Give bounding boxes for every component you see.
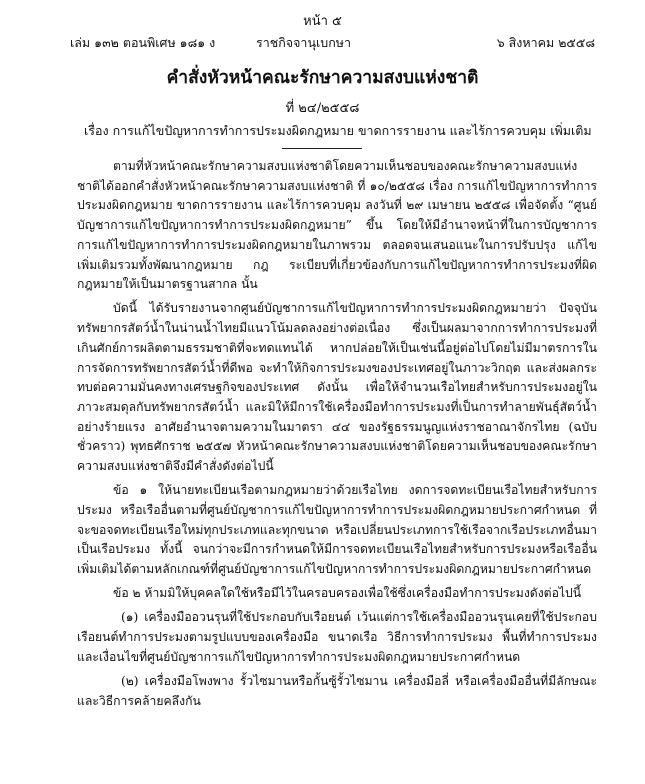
gazette-name: ราชกิจจานุเบกษา (256, 35, 352, 50)
paragraph-reasoning: บัดนี้ ได้รับรายงานจากศูนย์บัญชาการแก้ไขปัญหาการทำการประมงผิดกฎหมายว่า ปัจจุบันทรัพยากรสัตว์น้ำในน่านน้ำไทยมีแนวโน้มลดลงอย่างต่อเนื่อง ซึ่งเป็นผลมาจากการทำการประมงที่เกินศักย์การผลิตตามธรรมชาติที่จะทดแทนได้ หากปล่อยให้เป็นเช่นนี้อยู่ต่อไปโดยไม่มีมาตรการในการจัดการทรัพยากรสัตว์น้ำที่ดีพอ จะทำให้กิจการประมงของประเทศอยู่ในภาวะวิกฤต และส่งผลกระทบต่อความมั่นคงทางเศรษฐกิจของประเทศ ดังนั้น เพื่อให้จำนวนเรือไทยสำหรับการประมงอยู่ในภาวะสมดุลกับทรัพยากรสัตว์น้ำ และมิให้มีการใช้เครื่องมือทำการประมงที่เป็นการทำลายพันธุ์สัตว์น้ำอย่างร้ายแรง อาศัยอำนาจตามความในมาตรา ๔๔ ของรัฐธรรมนูญแห่งราชอาณาจักรไทย (ฉบับชั่วคราว) พุทธศักราช ๒๕๕๗ หัวหน้าคณะรักษาความสงบแห่งชาติโดยความเห็นชอบของคณะรักษาความสงบแห่งชาติจึงมีคำสั่งดังต่อไปนี้ (77, 301, 597, 474)
order-title: คำสั่งหัวหน้าคณะรักษาความสงบแห่งชาติ (166, 68, 479, 88)
page-number: หน้า ๕ (303, 14, 342, 29)
paragraph-preamble: ตามที่หัวหน้าคณะรักษาความสงบแห่งชาติโดยความเห็นชอบของคณะรักษาความสงบแห่งชาติได้ออกคำสั่งหัวหน้าคณะรักษาความสงบแห่งชาติ ที่ ๑๐/๒๕๕๘ เรื่อง การแก้ไขปัญหาการทำการประมงผิดกฎหมาย ขาดการรายงาน และไร้การควบคุม ลงวันที่ ๒๙ เมษายน ๒๕๕๘ เพื่อจัดตั้ง “ศูนย์บัญชาการแก้ไขปัญหาการทำการประมงผิดกฎหมาย” ขึ้น โดยให้มีอำนาจหน้าที่ในการบัญชาการการแก้ไขปัญหาการทำการประมงผิดกฎหมายในภาพรวม ตลอดจนเสนอแนะในการปรับปรุง แก้ไขเพิ่มเติมรวมทั้งพัฒนากฎหมาย กฎ ระเบียบที่เกี่ยวข้องกับการแก้ไขปัญหาการทำการประมงที่ผิดกฎหมายให้เป็นมาตรฐานสากล นั้น (77, 159, 597, 292)
volume-info: เล่ม ๑๓๒ ตอนพิเศษ ๑๘๑ ง (70, 35, 216, 50)
clause-2-item-1: (๑) เครื่องมืออวนรุนที่ใช้ประกอบกับเรือยนต์ เว้นแต่การใช้เครื่องมืออวนรุนเคยที่ใช้ประกอบเรือยนต์ทำการประมงตามรูปแบบของเครื่องมือ ขนาดเรือ วิธีการทำการประมง พื้นที่ทำการประมงและเงื่อนไขที่ศูนย์บัญชาการแก้ไขปัญหาการทำการประมงผิดกฎหมายประกาศกำหนด (77, 610, 597, 664)
order-subject: เรื่อง การแก้ไขปัญหาการทำการประมงผิดกฎหมาย ขาดการรายงาน และไร้การควบคุม เพิ่มเติม (84, 123, 592, 138)
divider (282, 148, 362, 149)
clause-2: ข้อ ๒ ห้ามมิให้บุคคลใดใช้หรือมีไว้ในครอบครองเพื่อใช้ซึ่งเครื่องมือทำการประมงดังต่อไปนี้ (113, 586, 582, 601)
clause-2-item-2: (๒) เครื่องมือโพงพาง รั้วไซมานหรือกั้นซู้รั้วไซมาน เครื่องมือลี่ หรือเครื่องมืออื่นที่มีลักษณะและวิธีการคล้ายคลึงกัน (77, 674, 597, 708)
order-number: ที่ ๒๔/๒๕๕๘ (285, 101, 360, 116)
clause-1: ข้อ ๑ ให้นายทะเบียนเรือตามกฎหมายว่าด้วยเรือไทย งดการจดทะเบียนเรือไทยสำหรับการประมง หรือเรืออื่นตามที่ศูนย์บัญชาการแก้ไขปัญหาการทำการประมงผิดกฎหมายประกาศกำหนด ที่จะขอจดทะเบียนเรือใหม่ทุกประเภทและทุกขนาด หรือเปลี่ยนประเภทการใช้เรือจากเรือประเภทอื่นมาเป็นเรือประมง ทั้งนี้ จนกว่าจะมีการกำหนดให้มีการจดทะเบียนเรือไทยสำหรับการประมงหรือเรืออื่นเพิ่มเติมได้ตามหลักเกณฑ์ที่ศูนย์บัญชาการแก้ไขปัญหาการทำการประมงผิดกฎหมายประกาศกำหนด (77, 483, 597, 577)
order-body (77, 157, 597, 716)
publication-date: ๖ สิงหาคม ๒๕๕๘ (496, 35, 595, 50)
